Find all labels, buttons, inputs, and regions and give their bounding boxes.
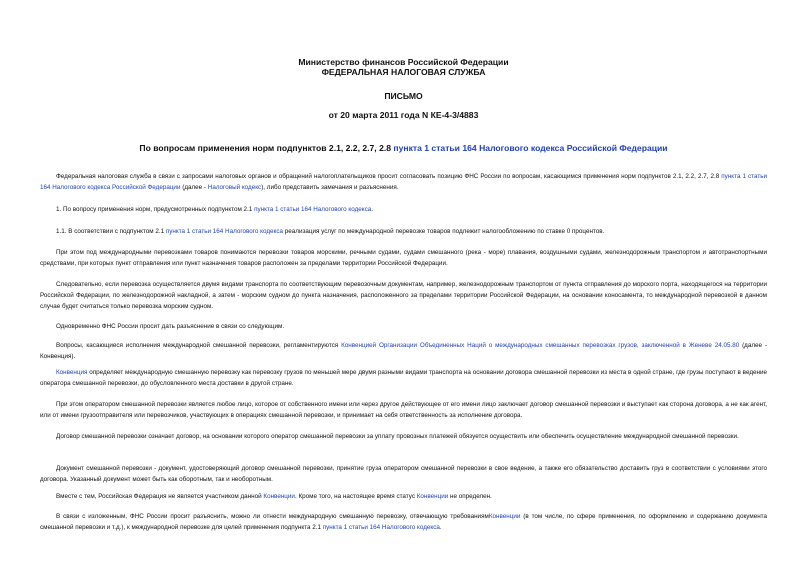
- link-tax-code-article[interactable]: пункта 1 статьи 164 Налогового кодекса: [254, 206, 372, 213]
- document-date-number: от 20 марта 2011 года N КЕ-4-3/4883: [328, 110, 479, 120]
- ministry-name: Министерство финансов Российской Федерации: [298, 57, 509, 67]
- paragraph-intro: [40, 171, 767, 193]
- paragraph-contract: Договор смешанной перевозки означает договор, на основании которого оператор смешанной перевозки за уплату провозных платежей обязуется осуществить или обеспечить осуществление международной смешанной перевозки.: [56, 433, 739, 440]
- subject-link[interactable]: пункта 1 статьи 164 Налогового кодекса Российской Федерации: [393, 143, 668, 153]
- text: .: [371, 206, 373, 213]
- text: Вместе с тем, Российская Федерация не является участником данной: [56, 493, 264, 500]
- text: . Кроме того, на настоящее время статус: [294, 493, 417, 500]
- text: (далее -: [180, 184, 208, 191]
- link-tax-code-article[interactable]: пункта 1 статьи 164 Налогового кодекса Российской Федерации: [40, 173, 767, 191]
- link-convention[interactable]: Конвенции: [263, 493, 295, 500]
- link-tax-code[interactable]: Налоговый кодекс: [207, 184, 262, 191]
- text: (далее - Конвенция).: [40, 342, 767, 360]
- paragraph-convention-definition: [40, 367, 767, 389]
- paragraph-operator: При этом оператором смешанной перевозки является любое лицо, которое от собственного имени или через другое действующее от его имени лицо заключает договор смешанной перевозки и выступает как сторона договора, а не как агент, или от имени грузоотправителя или перевозчиков, участвующих в операциях смешанной перевозки, и принимает на себя ответственность за исполнение договора.: [40, 401, 767, 419]
- link-convention[interactable]: Конвенции: [488, 513, 521, 520]
- service-name: ФЕДЕРАЛЬНАЯ НАЛОГОВАЯ СЛУЖБА: [321, 67, 486, 77]
- paragraph-1: [40, 204, 767, 215]
- paragraph-international-transport: При этом под международными перевозками товаров понимаются перевозки товаров морскими, речными судами, судами смешанного (река - море) плавания, воздушными судами, железнодорожным транспортом и автотранспортными средствами, при которых пункт отправления или пункт назначения товаров расположен за пределами территории Российской Федерации.: [40, 249, 767, 267]
- paragraph-simultaneously: Одновременно ФНС России просит дать разъяснение в связи со следующим.: [56, 323, 285, 330]
- text: 1.1. В соответствии с подпунктом 2.1: [56, 228, 166, 235]
- text: (в том числе, по сфере применения, по оформлению и содержанию документа смешанной перевозки и т.д.), к международной перевозке для целей применения подпункта 2.1: [40, 513, 767, 531]
- link-tax-code-article[interactable]: пункта 1 статьи 164 Налогового кодекса: [165, 228, 284, 235]
- text: Федеральная налоговая служба в связи с запросами налоговых органов и обращений налогоплательщиков просит согласовать позицию ФНС России по вопросам, касающимся применения норм подпунктов 2.1, 2.2, 2.7, 2.8: [56, 173, 722, 180]
- text: определяет международную смешанную перевозку как перевозку грузов по меньшей мере двумя разными видами транспорта на основании договора смешанной перевозки из места в одной стране, где грузы поступают в ведение оператора смешанной перевозки, до обусловленного места доставки в другой стране.: [40, 369, 767, 387]
- text: 1. По вопросу применения норм, предусмотренных подпунктом 2.1: [56, 206, 255, 213]
- paragraph-russia-not-party: [40, 491, 767, 502]
- link-convention[interactable]: Конвенции: [416, 493, 449, 500]
- subject-text: По вопросам применения норм подпунктов 2.1, 2.2, 2.7, 2.8: [139, 143, 394, 153]
- document-type: ПИСЬМО: [384, 91, 423, 101]
- paragraph-1-1: [40, 226, 767, 237]
- paragraph-document: Документ смешанной перевозки - документ, удостоверяющий договор смешанной перевозки, принятие груза оператором смешанной перевозки в свое ведение, а также его обязательство доставить груз в соответствии с условиями этого договора. Указанный документ может быть как оборотным, так и необоротным.: [40, 465, 767, 483]
- link-un-convention[interactable]: Конвенцией Организации Объединенных Наций о международных смешанных перевозках грузов, заключенной в Женеве 24.05.80: [341, 342, 740, 349]
- link-tax-code-article[interactable]: пункта 1 статьи 164 Налогового кодекса: [322, 524, 440, 531]
- paragraph-convention-questions: [40, 340, 767, 362]
- document-subject: [0, 143, 807, 153]
- text: В связи с изложенным, ФНС России просит разъяснить, можно ли отнести международную смешанную перевозку, отвечающую требованиям: [56, 513, 489, 520]
- link-convention[interactable]: Конвенция: [56, 369, 88, 376]
- text: не определен.: [448, 493, 492, 500]
- text: Вопросы, касающиеся исполнения международной смешанной перевозки, регламентируются: [56, 342, 342, 349]
- document-header: [0, 57, 807, 77]
- text: .: [439, 524, 442, 531]
- text: ), либо представить замечания и разъяснения.: [261, 184, 399, 191]
- paragraph-consequently: Следовательно, если перевозка осуществляется двумя видами транспорта по соответствующим перевозочным документам, например, железнодорожным транспортом от пункта отправления до морского порта, находящегося на территории Российской Федерации, по железнодорожной накладной, а затем - морским судном до пункта назначения, расположенного за пределами территории Российской Федерации, на основании коносамента, то международной перевозкой в данном случае будет считаться только перевозка морским судном.: [40, 281, 767, 310]
- text: реализация услуг по международной перевозке товаров подлежит налогообложению по ставке 0 процентов.: [283, 228, 605, 235]
- paragraph-request: [40, 511, 767, 533]
